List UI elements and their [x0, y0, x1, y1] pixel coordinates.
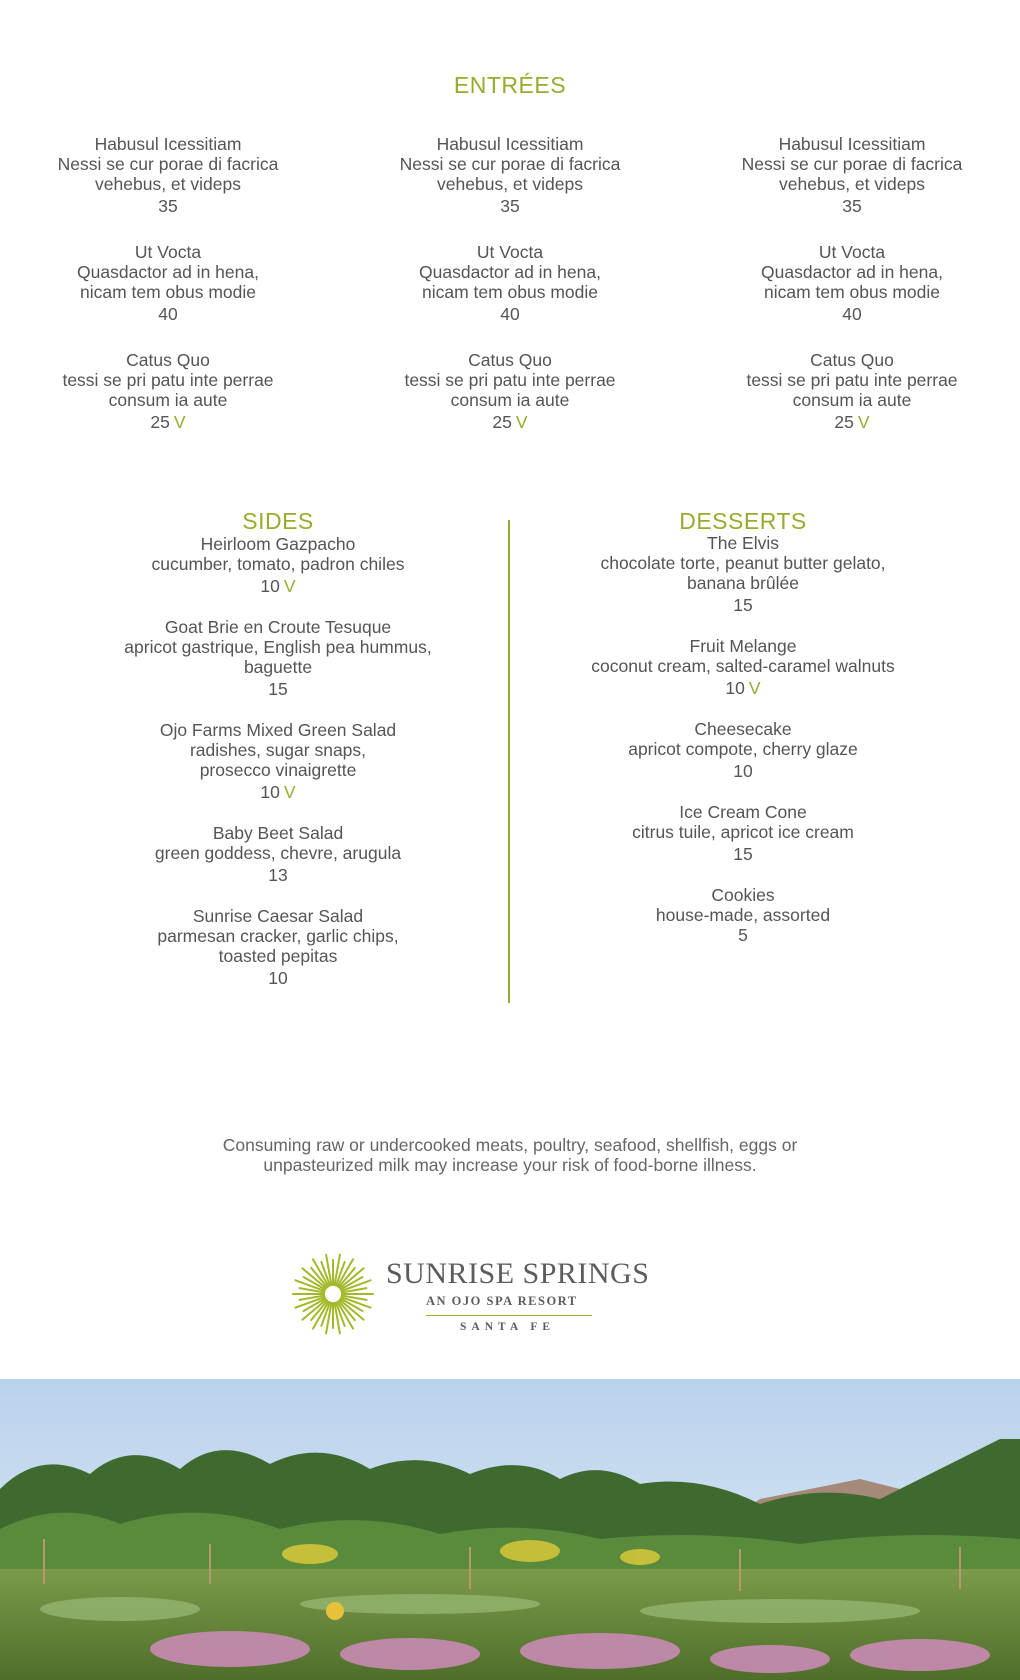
item-name: Fruit Melange	[689, 636, 797, 656]
item-description: nicam tem obus modie	[763, 282, 941, 302]
item-name: Cheesecake	[694, 719, 792, 739]
garden-photo	[0, 1379, 1020, 1680]
item-name: Baby Beet Salad	[212, 823, 344, 843]
menu-item	[98, 617, 458, 699]
item-name: Habusul Icessitiam	[94, 134, 242, 154]
item-description: Nessi se cur porae di facrica	[57, 154, 279, 174]
logo-rule	[426, 1315, 592, 1316]
vegetarian-badge: V	[173, 412, 186, 432]
entree-column	[370, 134, 650, 458]
item-description: coconut cream, salted-caramel walnuts	[591, 656, 895, 676]
item-description: nicam tem obus modie	[421, 282, 599, 302]
item-name: Ice Cream Cone	[679, 802, 807, 822]
entrees-heading: ENTRÉES	[453, 72, 567, 98]
vegetarian-badge: V	[515, 412, 528, 432]
item-price: 35	[158, 196, 178, 216]
item-price: 13	[268, 865, 288, 885]
item-price: 15	[733, 595, 753, 615]
item-description: vehebus, et videps	[95, 174, 241, 194]
item-description: Quasdactor ad in hena,	[419, 262, 601, 282]
item-description: consum ia aute	[108, 390, 228, 410]
item-description: apricot gastrique, English pea hummus,	[124, 637, 432, 657]
item-name: Habusul Icessitiam	[778, 134, 926, 154]
item-price: 25 V	[834, 412, 870, 432]
item-price: 15	[268, 679, 288, 699]
health-disclaimer	[0, 1135, 1020, 1175]
item-price: 25 V	[150, 412, 186, 432]
item-description: tessi se pri patu inte perrae	[746, 370, 958, 390]
item-description: vehebus, et videps	[437, 174, 583, 194]
item-description: tessi se pri patu inte perrae	[404, 370, 616, 390]
item-name: The Elvis	[707, 533, 779, 553]
sides-heading: SIDES	[242, 508, 314, 534]
item-description: Quasdactor ad in hena,	[77, 262, 259, 282]
resort-logo	[292, 1253, 692, 1337]
item-name: Ut Vocta	[818, 242, 886, 262]
item-price: 10 V	[725, 678, 761, 698]
item-description: cucumber, tomato, padron chiles	[151, 554, 405, 574]
item-description: house-made, assorted	[655, 905, 831, 925]
item-name: Catus Quo	[468, 350, 552, 370]
menu-item	[712, 242, 992, 324]
item-description: vehebus, et videps	[779, 174, 925, 194]
item-price: 35	[842, 196, 862, 216]
logo-title: SUNRISE SPRINGS	[386, 1257, 650, 1290]
item-name: Catus Quo	[810, 350, 894, 370]
item-price: 5	[738, 925, 748, 945]
disclaimer-line: Consuming raw or undercooked meats, poultry, seafood, shellfish, eggs or	[222, 1135, 798, 1155]
menu-item	[98, 906, 458, 988]
item-price: 15	[733, 844, 753, 864]
item-name: Heirloom Gazpacho	[200, 534, 356, 554]
item-name: Cookies	[711, 885, 775, 905]
item-description: tessi se pri patu inte perrae	[62, 370, 274, 390]
item-description: Nessi se cur porae di facrica	[741, 154, 963, 174]
menu-item	[555, 802, 931, 864]
item-price: 40	[842, 304, 862, 324]
item-description: apricot compote, cherry glaze	[628, 739, 858, 759]
item-name: Sunrise Caesar Salad	[192, 906, 364, 926]
item-name: Ut Vocta	[134, 242, 202, 262]
item-description: prosecco vinaigrette	[199, 760, 357, 780]
column-divider	[508, 520, 510, 1003]
menu-item	[555, 533, 931, 615]
menu-item	[28, 350, 308, 432]
logo-subtitle: AN OJO SPA RESORT	[426, 1294, 578, 1308]
item-description: consum ia aute	[450, 390, 570, 410]
menu-item	[370, 350, 650, 432]
menu-item	[712, 134, 992, 216]
desserts-heading: DESSERTS	[679, 508, 807, 534]
menu-item	[712, 350, 992, 432]
garden-landscape-image	[0, 1379, 1020, 1680]
entree-column	[712, 134, 992, 458]
item-price: 40	[500, 304, 520, 324]
item-description: consum ia aute	[792, 390, 912, 410]
menu-item	[28, 242, 308, 324]
menu-item	[555, 636, 931, 698]
item-name: Catus Quo	[126, 350, 210, 370]
vegetarian-badge: V	[857, 412, 870, 432]
sunburst-icon	[292, 1253, 374, 1335]
item-price: 10 V	[260, 576, 296, 596]
item-price: 40	[158, 304, 178, 324]
item-description: baguette	[243, 657, 313, 677]
item-name: Ut Vocta	[476, 242, 544, 262]
menu-item	[98, 534, 458, 596]
item-name: Ojo Farms Mixed Green Salad	[159, 720, 397, 740]
item-price: 35	[500, 196, 520, 216]
item-description: toasted pepitas	[218, 946, 338, 966]
item-price: 10 V	[260, 782, 296, 802]
item-description: Quasdactor ad in hena,	[761, 262, 943, 282]
item-description: citrus tuile, apricot ice cream	[632, 822, 854, 842]
vegetarian-badge: V	[283, 576, 296, 596]
sides-list	[98, 534, 458, 1009]
menu-item	[28, 134, 308, 216]
menu-item	[370, 242, 650, 324]
item-description: radishes, sugar snaps,	[189, 740, 367, 760]
desserts-list	[555, 533, 931, 966]
menu-item	[370, 134, 650, 216]
item-name: Goat Brie en Croute Tesuque	[164, 617, 392, 637]
item-price: 25 V	[492, 412, 528, 432]
disclaimer-line: unpasteurized milk may increase your risk of food-borne illness.	[263, 1155, 757, 1175]
menu-item	[555, 719, 931, 781]
item-description: parmesan cracker, garlic chips,	[157, 926, 399, 946]
vegetarian-badge: V	[748, 678, 761, 698]
item-description: Nessi se cur porae di facrica	[399, 154, 621, 174]
item-description: banana brûlée	[687, 573, 799, 593]
menu-item	[555, 885, 931, 945]
vegetarian-badge: V	[283, 782, 296, 802]
logo-city: SANTA FE	[460, 1321, 556, 1333]
item-name: Habusul Icessitiam	[436, 134, 584, 154]
item-price: 10	[268, 968, 288, 988]
item-price: 10	[733, 761, 753, 781]
item-description: nicam tem obus modie	[79, 282, 257, 302]
item-description: chocolate torte, peanut butter gelato,	[600, 553, 886, 573]
menu-item	[98, 720, 458, 802]
menu-item	[98, 823, 458, 885]
item-description: green goddess, chevre, arugula	[154, 843, 402, 863]
entree-column	[28, 134, 308, 458]
